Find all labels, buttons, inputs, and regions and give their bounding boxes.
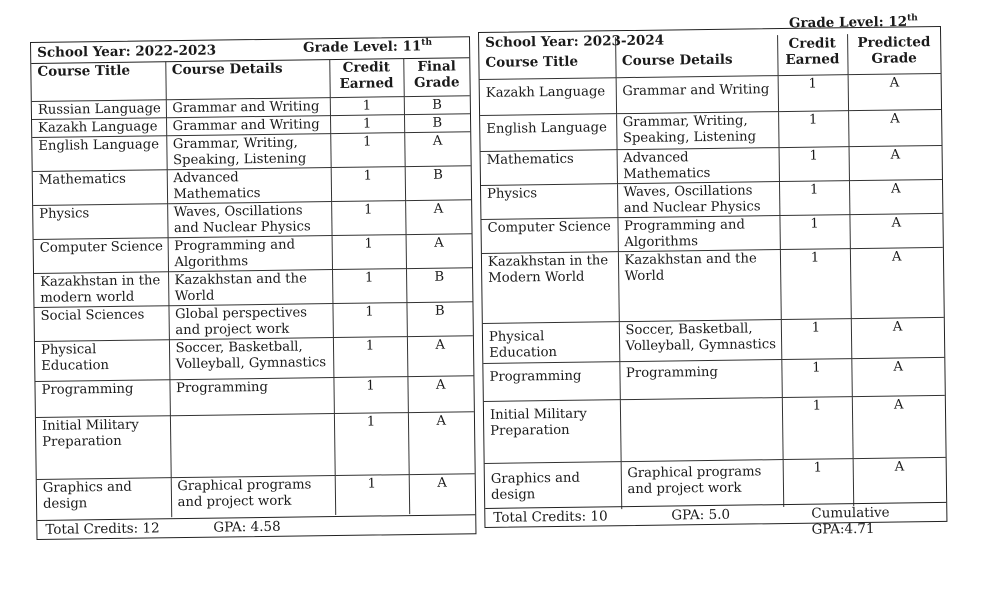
- course-title: Computer Science: [34, 237, 168, 273]
- transcript-table-2023-2024: [478, 13, 947, 538]
- course-title: English Language: [480, 113, 616, 151]
- table-row: [37, 473, 475, 519]
- grade: A: [848, 109, 941, 146]
- col-course-details: Course Details: [615, 35, 778, 77]
- school-year: School Year: 2022-2023: [37, 42, 217, 61]
- grade: B: [404, 95, 470, 114]
- course-details: Programming and Algorithms: [168, 235, 332, 271]
- col-credit-earned: Credit Earned: [329, 58, 403, 97]
- col-course-title: Course Title: [31, 61, 165, 101]
- cumulative-gpa: Cumulative GPA:4.71: [811, 504, 890, 538]
- col-course-title: Course Title: [479, 37, 616, 79]
- credit: 1: [778, 110, 848, 147]
- grade-level: Grade Level: 11th: [302, 37, 433, 56]
- table-row: [483, 317, 944, 363]
- credit: 1: [330, 96, 404, 115]
- col-course-details: Course Details: [165, 59, 329, 99]
- course-details: Kazakhstan and the World: [168, 269, 332, 305]
- transcript-table-2022-2023: [30, 36, 476, 540]
- grade: A: [850, 247, 944, 318]
- course-details: Grammar and Writing: [166, 115, 330, 135]
- column-header-row: [479, 33, 940, 79]
- course-details: Advanced Mathematics: [617, 147, 779, 183]
- grade: B: [406, 267, 472, 302]
- table-row: [35, 335, 473, 381]
- course-details: Grammar and Writing: [166, 97, 330, 117]
- grade: B: [404, 113, 470, 132]
- table-row: [484, 395, 946, 463]
- credit: 1: [779, 180, 849, 215]
- table-row: [35, 375, 473, 417]
- course-details: Grammar, Writing, Speaking, Listening: [616, 111, 778, 149]
- course-details: Soccer, Basketball, Volleyball, Gymnastics: [169, 337, 334, 379]
- total-credits: Total Credits: 10: [493, 508, 608, 526]
- course-details: Grammar, Writing, Speaking, Listening: [166, 133, 330, 169]
- course-details: Graphical programs and project work: [171, 475, 336, 517]
- total-credits: Total Credits: 12: [45, 520, 160, 538]
- credit: 1: [783, 458, 854, 507]
- grade-level: Grade Level: 12th: [788, 13, 918, 32]
- course-title: Kazakhstan in the modern world: [34, 271, 168, 307]
- course-details: Programming: [169, 377, 333, 415]
- course-details: Kazakhstan and the World: [618, 249, 781, 321]
- grade: A: [848, 73, 941, 110]
- course-title: Mathematics: [481, 149, 617, 185]
- course-title: Kazakh Language: [32, 117, 166, 137]
- credit: 1: [332, 268, 406, 303]
- course-title: Physical Education: [483, 321, 620, 363]
- credit: 1: [778, 74, 848, 111]
- credit: 1: [330, 114, 404, 133]
- course-details: Graphical programs and project work: [621, 459, 784, 509]
- course-title: Kazakh Language: [480, 77, 616, 115]
- course-title: Russian Language: [32, 99, 166, 119]
- grade: A: [405, 199, 471, 234]
- credit: 1: [780, 248, 851, 319]
- col-predicted-grade: Predicted Grade: [847, 33, 941, 74]
- credit: 1: [333, 376, 407, 413]
- course-details: Waves, Oscillations and Nuclear Physics: [167, 201, 331, 237]
- course-details: Grammar and Writing: [616, 75, 778, 113]
- col-final-grade: Final Grade: [403, 57, 469, 96]
- course-title: Graphics and design: [37, 477, 172, 519]
- grade: A: [852, 395, 946, 458]
- credit: 1: [332, 302, 406, 337]
- table-row: [36, 411, 475, 479]
- course-title: Initial Military Preparation: [36, 415, 171, 479]
- course-table: [479, 33, 946, 511]
- course-title: Kazakhstan in the Modern World: [482, 251, 619, 323]
- grade: A: [404, 131, 470, 166]
- table-row: [480, 73, 941, 115]
- grade: A: [407, 335, 474, 376]
- course-title: Physical Education: [35, 339, 170, 381]
- course-details: Soccer, Basketball, Volleyball, Gymnastics: [619, 319, 782, 361]
- credit: 1: [331, 200, 405, 235]
- table-row: [33, 165, 471, 205]
- course-title: Social Sciences: [34, 305, 168, 341]
- credit: 1: [335, 474, 410, 515]
- column-header-row: [31, 57, 469, 101]
- grade: A: [408, 411, 475, 474]
- credit: 1: [781, 318, 852, 359]
- grade: A: [849, 145, 942, 180]
- credit: 1: [331, 166, 405, 201]
- school-year: School Year: 2023-2024: [485, 32, 665, 51]
- course-details: Advanced Mathematics: [167, 167, 331, 203]
- course-details: Programming and Algorithms: [617, 215, 779, 251]
- grade: A: [849, 213, 942, 248]
- grade: A: [406, 233, 472, 268]
- gpa: GPA: 4.58: [213, 518, 281, 536]
- course-title: Initial Military Preparation: [484, 399, 621, 463]
- course-title: Mathematics: [33, 169, 167, 205]
- course-title: Physics: [33, 203, 167, 239]
- credit: 1: [333, 336, 408, 377]
- course-title: Programming: [483, 361, 619, 401]
- course-details: [620, 397, 783, 461]
- course-details: Waves, Oscillations and Nuclear Physics: [617, 181, 779, 217]
- grade: B: [406, 301, 472, 336]
- course-details: Programming: [619, 359, 781, 399]
- table-row: [483, 357, 944, 401]
- grade: B: [405, 165, 471, 200]
- table-row: [34, 301, 472, 341]
- grade: A: [849, 179, 942, 214]
- table-row: [34, 267, 472, 307]
- course-title: English Language: [32, 135, 166, 171]
- col-credit-earned: Credit Earned: [777, 34, 848, 75]
- grade: A: [853, 457, 947, 506]
- credit: 1: [779, 146, 849, 181]
- course-title: Graphics and design: [485, 461, 622, 511]
- credit: 1: [781, 358, 851, 397]
- course-details: Global perspectives and project work: [168, 303, 332, 339]
- course-details: [170, 413, 335, 477]
- grade: A: [851, 317, 945, 358]
- grade: A: [407, 375, 473, 412]
- course-table: [31, 57, 475, 519]
- grade: A: [409, 473, 476, 514]
- credit: 1: [332, 234, 406, 269]
- table-row: [480, 109, 941, 151]
- credit: 1: [334, 412, 409, 475]
- credit: 1: [330, 132, 404, 167]
- course-title: Physics: [481, 183, 617, 219]
- table-row: [482, 247, 944, 323]
- table-row: [33, 199, 471, 239]
- credit: 1: [779, 214, 849, 249]
- table-row: [32, 131, 470, 171]
- gpa: GPA: 5.0: [671, 506, 731, 524]
- table-row: [34, 233, 472, 273]
- course-title: Programming: [35, 379, 169, 417]
- course-title: Computer Science: [481, 217, 617, 253]
- grade: A: [851, 357, 944, 396]
- credit: 1: [782, 396, 853, 459]
